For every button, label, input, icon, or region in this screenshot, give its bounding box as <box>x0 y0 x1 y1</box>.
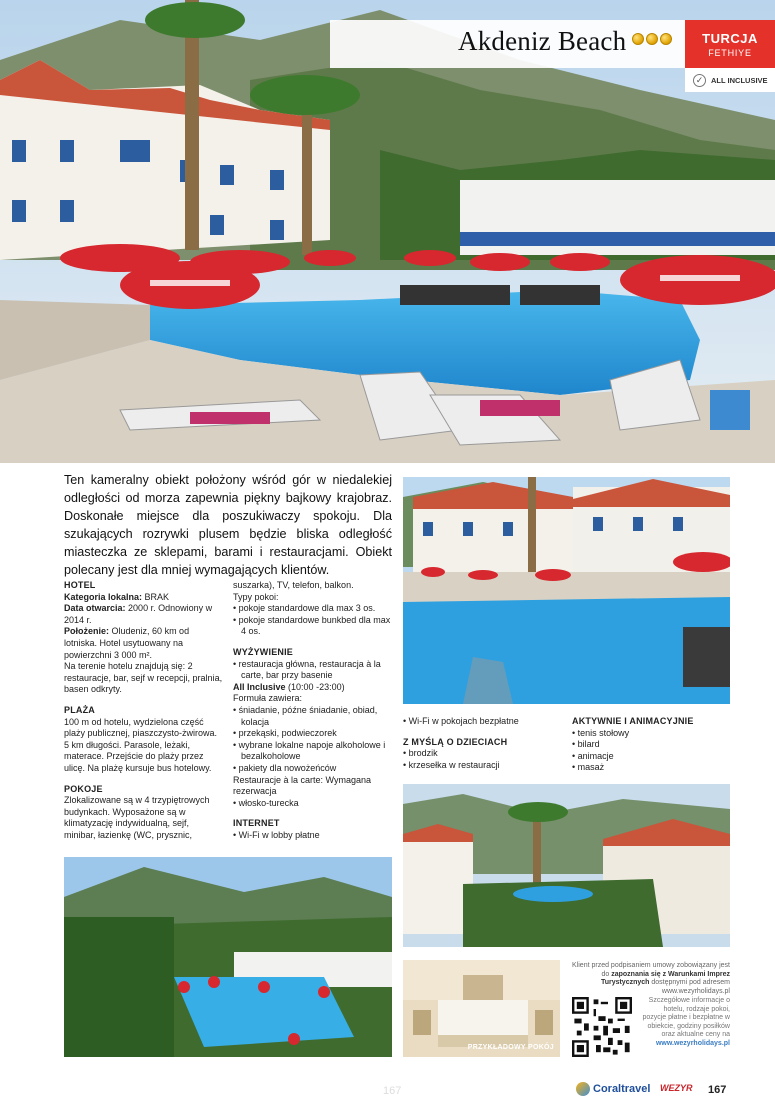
column-1 <box>64 580 223 841</box>
room-types-label: Typy pokoi: <box>233 591 279 602</box>
country-name: TURCJA <box>702 31 758 46</box>
resort-photo <box>403 784 730 947</box>
formula-label: Formuła zawiera: <box>233 693 303 704</box>
star-icon <box>632 33 644 45</box>
list-item: • śniadanie, późne śniadanie, obiad, kolacja <box>233 704 378 727</box>
aerial-image <box>64 857 392 1057</box>
pool-image <box>403 477 730 704</box>
list-item: • tenis stołowy <box>572 727 630 738</box>
list-item: • przekąski, podwieczorek <box>233 728 337 739</box>
wezyr-logo: WEZYR <box>660 1083 693 1093</box>
pokoje-text-cont: suszarka), TV, telefon, balkon. <box>233 580 354 590</box>
list-item: • brodzik <box>403 748 438 759</box>
resort-image <box>403 784 730 947</box>
aerial-photo <box>64 857 392 1057</box>
section-heading-wyzywienie: WYŻYWIENIE <box>233 646 293 657</box>
otwarcie-row: Data otwarcia: 2000 r. Odnowiony w 2014 r. <box>64 603 213 625</box>
column-3 <box>403 716 565 771</box>
list-item: • pokoje standardowe bunkbed dla max 4 os. <box>233 614 391 637</box>
plaza-text: 100 m od hotelu, wydzielona część plaży publicznej, piaszczysto-żwirowa. 5 km długości. Parasole, leżaki, materace. Przejście do plaży przez ulicę. Na plażę kursuje bus hotelowy. <box>64 716 218 773</box>
list-item: • wybrane lokalne napoje alkoholowe i bezalkoholowe <box>233 739 386 762</box>
page-number: 167 <box>708 1084 727 1096</box>
all-inclusive-badge <box>685 68 775 92</box>
list-item: • Wi-Fi w pokojach bezpłatne <box>403 716 519 726</box>
column-2 <box>233 580 392 841</box>
section-heading-plaza: PLAŻA <box>64 704 95 715</box>
website-link[interactable]: www.wezyrholidays.pl <box>655 1039 730 1047</box>
qr-code-icon[interactable] <box>572 997 632 1057</box>
hotel-pool-image <box>0 0 775 463</box>
pokoje-text: Zlokalizowane są w 4 trzypiętrowych budynkach. Wyposażone są w klimatyzację indywidualną, sejf, minibar, łazienkę (WC, prysznic, <box>64 795 210 840</box>
all-inclusive-label: ALL INCLUSIVE <box>711 75 768 85</box>
star-icon <box>646 33 658 45</box>
brand-name: Coraltravel <box>593 1083 651 1095</box>
section-heading-dzieci: Z MYŚLĄ O DZIECIACH <box>403 736 508 747</box>
list-item: • masaż <box>572 762 605 773</box>
star-icon <box>660 33 672 45</box>
hotel-facilities: Na terenie hotelu znajdują się: 2 restauracje, bar, sejf w recepcji, pralnia, basen odkryty. <box>64 661 223 695</box>
list-item: • włosko-turecka <box>233 797 299 808</box>
column-4 <box>572 716 730 774</box>
pool-photo <box>403 477 730 704</box>
intro-paragraph: Ten kameralny obiekt położony wśród gór w niedalekiej odległości od morza zapewnia piękny bajkowy krajobraz. Doskonałe miejsce dla poszukiwaczy spokoju. Dla szukających rozrywki plusem będzie bliska odległość miasteczka ze sklepami, barami i restauracjami. Obiekt polecany jest dla mniej wymagających klientów. <box>64 473 392 578</box>
room-label: PRZYKŁADOWY POKÓJ <box>467 1044 554 1051</box>
room-photo <box>403 960 560 1057</box>
list-item: • Wi-Fi w lobby płatne <box>233 829 320 840</box>
section-heading-internet: INTERNET <box>233 818 280 829</box>
coraltravel-logo <box>576 1082 650 1096</box>
hotel-name: Akdeniz Beach <box>458 26 627 56</box>
disclaimer: Klient przed podpisaniem umowy zobowiązany jest do zapoznania się z Warunkami Imprez Turystycznych dostępnymi pod adresem www.wezyrholidays.pl <box>572 962 730 995</box>
list-item: • restauracja główna, restauracja à la carte, bar przy basenie <box>233 658 381 681</box>
list-item: • pakiety dla nowożeńców <box>233 762 337 773</box>
section-heading-aktywnie: AKTYWNIE I ANIMACYJNIE <box>572 716 694 726</box>
ghost-page-number: 167 <box>383 1085 402 1097</box>
all-inclusive-row: All Inclusive (10:00 -23:00) <box>233 681 345 692</box>
list-item: • bilard <box>572 739 600 750</box>
check-icon: ✓ <box>693 74 706 87</box>
section-heading-hotel: HOTEL <box>64 580 96 590</box>
section-heading-pokoje: POKOJE <box>64 783 103 794</box>
polozenie-row: Położenie: Oludeniz, 60 km od lotniska. Hotel usytuowany na powierzchni 3 000 m². <box>64 626 190 660</box>
alacarte-text: Restauracje à la carte: Wymagana rezerwacja <box>233 774 371 797</box>
info-text: Szczegółowe informacje o hotelu, rodzaje pokoi, pozycje płatne i bezpłatne w obiekcie, godziny posiłków oraz aktualne ceny na www.wezyrholidays.pl <box>642 997 730 1047</box>
room-image <box>403 960 560 1057</box>
list-item: • animacje <box>572 750 614 761</box>
region-name: FETHIYE <box>708 48 752 58</box>
hero-photo <box>0 0 775 463</box>
list-item: • krzesełka w restauracji <box>403 759 500 770</box>
star-rating <box>632 33 672 45</box>
kategoria-row: Kategoria lokalna: BRAK <box>64 591 170 602</box>
list-item: • pokoje standardowe dla max 3 os. <box>233 603 376 614</box>
country-badge <box>685 20 775 68</box>
coral-logo-icon <box>576 1082 590 1096</box>
